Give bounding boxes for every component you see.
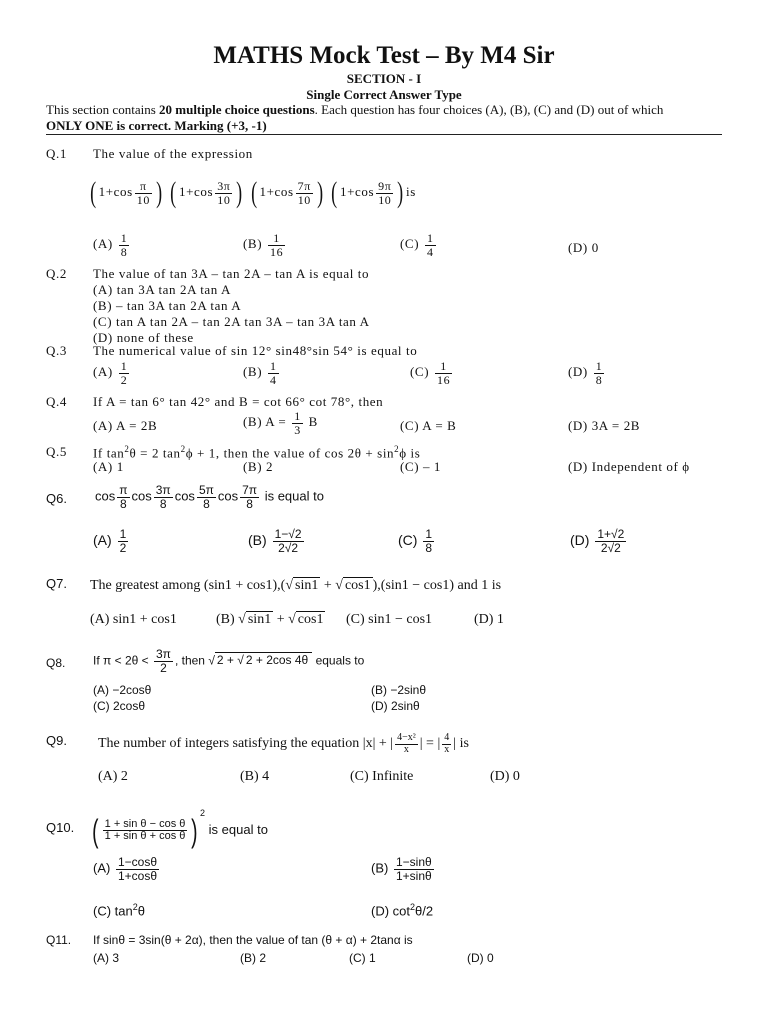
option-a[interactable]: (A) 3 — [93, 951, 120, 965]
question-number: Q6. — [46, 491, 67, 506]
option-c[interactable]: (C) Infinite — [350, 769, 414, 784]
option-a[interactable]: (A) −2cosθ — [93, 683, 152, 697]
option-d[interactable]: (D) $\frac{1+√2}{2√2}$ — [570, 527, 625, 555]
question-number: Q.3 — [46, 343, 67, 358]
option-d[interactable]: (D) 0 — [467, 951, 494, 965]
instructions-pre: This section contains — [46, 102, 160, 117]
option-c[interactable]: (C) $\frac{1}{4}$ — [400, 231, 434, 259]
option-a[interactable]: (A) tan 3A tan 2A tan A — [93, 282, 232, 297]
question-number: Q9. — [46, 733, 67, 748]
question-text: ( $\frac{\text{1 + sin θ − cos θ}}{\text{1 + sin θ + cos θ}}$ ) $^2$ is equal to — [92, 808, 268, 849]
option-d[interactable]: (D) none of these — [93, 330, 194, 345]
option-b[interactable]: (B) −2sinθ — [371, 683, 427, 697]
option-c[interactable]: (C) $\frac{1}{8}$ — [398, 527, 433, 555]
question-number: Q10. — [46, 820, 75, 835]
option-d[interactable]: (D) 3A = 2B — [568, 418, 641, 433]
instructions-post: . Each question has four choices (A), (B), (C) and (D) out of which — [314, 102, 664, 117]
option-a[interactable]: (A) 1 — [93, 459, 124, 474]
option-d[interactable]: (D) $\frac{1}{8}$ — [568, 359, 603, 387]
option-b[interactable]: (B) $\frac{1-√2}{2√2}$ — [248, 527, 302, 555]
question-text: The value of the expression — [93, 146, 253, 161]
option-b[interactable]: (B) $\frac{1}{4}$ — [243, 359, 277, 387]
question-number: Q.1 — [46, 146, 67, 161]
question-text: If sinθ = 3sin(θ + 2α), then the value of tan (θ + α) + 2tanα is — [93, 933, 413, 947]
option-a[interactable]: (A) A = 2B — [93, 418, 158, 433]
option-d[interactable]: (D) $\cot^2\theta/2$ — [371, 902, 434, 919]
option-c[interactable]: (C) A = B — [400, 418, 457, 433]
page-title: MATHS Mock Test – By M4 Sir — [213, 42, 555, 69]
option-c[interactable]: (C) – 1 — [400, 459, 442, 474]
option-a[interactable]: (A) sin1 + cos1 — [90, 612, 177, 627]
section-label: SECTION - I — [346, 71, 422, 86]
option-a[interactable]: (A) $\frac{1}{8}$ — [93, 231, 128, 259]
option-b[interactable]: (B) 2 — [240, 951, 267, 965]
question-number: Q.5 — [46, 444, 67, 459]
option-d[interactable]: (D) 2sinθ — [371, 699, 420, 713]
option-c[interactable]: (C) 1 — [349, 951, 376, 965]
option-a[interactable]: (A) $\frac{1-\cos\theta}{1+\cos\theta}$ — [93, 855, 157, 883]
instructions-bold: 20 multiple choice questions — [159, 102, 315, 117]
option-c[interactable]: (C) tan A tan 2A – tan 2A tan 3A – tan 3A tan A — [93, 314, 370, 329]
question-number: Q.2 — [46, 266, 67, 281]
option-d[interactable]: (D) 1 — [474, 612, 504, 627]
option-b[interactable]: (B) A = $\frac{1}{3}$ B — [243, 409, 318, 437]
option-b[interactable]: (B) $\frac{1}{16}$ — [243, 231, 284, 259]
instructions — [46, 102, 766, 134]
question-text: cos $\frac{\pi}{8}$ cos $\frac{3\pi}{8}$ cos $\frac{5\pi}{8}$ cos $\frac{7\pi}{8}$ is equal to — [95, 483, 324, 511]
question-text: If π < 2θ < $\frac{3\pi}{2}$ , then √ 2 + √ 2 + 2cos 4θ equals to — [93, 647, 365, 675]
question-text: The value of tan 3A – tan 2A – tan A is equal to — [93, 266, 370, 281]
question-number: Q7. — [46, 576, 67, 591]
option-d[interactable]: (D) 0 — [490, 769, 520, 784]
option-d[interactable]: (D) 0 — [568, 240, 599, 255]
header-divider — [46, 134, 722, 135]
option-b[interactable]: (B) $\frac{1-\sin\theta}{1+\sin\theta}$ — [371, 855, 432, 883]
option-c[interactable]: (C) $\frac{1}{16}$ — [410, 359, 451, 387]
question-text: The number of integers satisfying the equation |x| + | $\frac{\text{4−x²}}{x}$ | = | $\frac{4}{x}$ | is — [98, 732, 469, 755]
question-text: The numerical value of sin 12° sin48°sin 54° is equal to — [93, 343, 418, 358]
option-c[interactable]: (C) 2cosθ — [93, 699, 146, 713]
option-d[interactable]: (D) Independent of ϕ — [568, 459, 690, 474]
option-a[interactable]: (A) 2 — [98, 769, 128, 784]
option-b[interactable]: (B) – tan 3A tan 2A tan A — [93, 298, 242, 313]
question-1-expression: ( 1+cos $\frac{\pi}{10}$ ) ( 1+cos $\frac{3\pi}{10}$ ) ( 1+cos $\frac{7\pi}{10}$ ) ( 1+cos $\frac{9\pi}{10}$ ) is — [90, 176, 416, 209]
option-b[interactable]: (B) √ sin1 + √ cos1 — [216, 612, 324, 627]
option-c[interactable]: (C) sin1 − cos1 — [346, 612, 433, 627]
answer-type-label: Single Correct Answer Type — [306, 87, 462, 102]
option-b[interactable]: (B) 4 — [240, 769, 270, 784]
option-c[interactable]: (C) $\tan^2\theta$ — [93, 902, 145, 919]
instructions-marking: ONLY ONE is correct. Marking (+3, -1) — [46, 118, 267, 133]
option-a[interactable]: (A) $\frac{1}{2}$ — [93, 527, 127, 555]
question-text: The greatest among (sin1 + cos1),(√ sin1 + √ cos1 ),(sin1 − cos1) and 1 is — [90, 578, 502, 593]
option-b[interactable]: (B) 2 — [243, 459, 274, 474]
question-number: Q11. — [46, 933, 72, 947]
question-text: If $\tan^2\theta = 2$ $\tan^2\phi + 1$, then the value of $\cos 2\theta + \sin^2\phi$ is — [93, 444, 421, 461]
question-text: If A = tan 6° tan 42° and B = cot 66° cot 78°, then — [93, 394, 384, 409]
question-number: Q8. — [46, 656, 66, 670]
option-a[interactable]: (A) $\frac{1}{2}$ — [93, 359, 128, 387]
question-number: Q.4 — [46, 394, 67, 409]
